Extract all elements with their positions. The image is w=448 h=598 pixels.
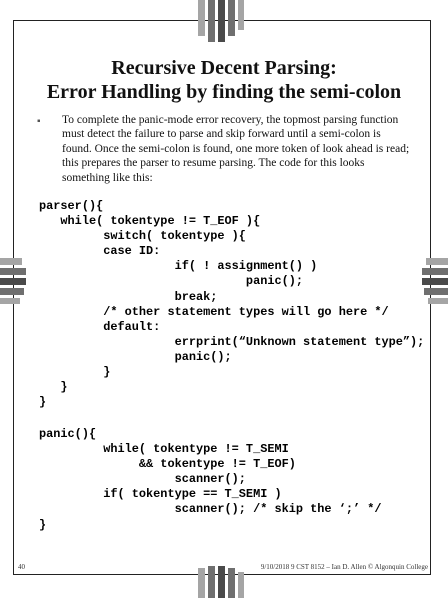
slide-title <box>18 56 430 104</box>
top-decoration-bar <box>228 0 235 36</box>
footer-credit: 9/10/2018 9 CST 8152 – Ian D. Allen © Algonquin College <box>260 563 428 571</box>
bullet-icon: ▪ <box>37 116 41 127</box>
right-decoration-bar <box>424 288 448 295</box>
slide-title-line-1: Recursive Decent Parsing: <box>111 57 337 79</box>
top-decoration-bar <box>208 0 215 42</box>
left-decoration-bar <box>0 268 26 275</box>
left-decoration-bar <box>0 258 22 265</box>
page-number: 40 <box>18 563 25 571</box>
top-decoration-bar <box>218 0 225 42</box>
left-decoration-bar <box>0 298 20 304</box>
parser-code-block: parser(){ while( tokentype != T_EOF ){ switch( tokentype ){ case ID: if( ! assignment() ) panic(); break; /* other statement types will go here */ default: errprint(“Unknown statement type”); panic(); } } } <box>39 199 425 410</box>
top-decoration-bar <box>238 0 244 30</box>
right-decoration-bar <box>422 268 448 275</box>
bottom-decoration-bar <box>208 566 215 598</box>
bottom-decoration-bar <box>238 572 244 598</box>
top-decoration-bar <box>198 0 205 36</box>
bottom-decoration-bar <box>228 568 235 598</box>
bottom-decoration-bar <box>218 566 225 598</box>
slide-title-line-2: Error Handling by finding the semi-colon <box>46 81 402 103</box>
bottom-decoration-bar <box>198 568 205 598</box>
bullet-paragraph: To complete the panic-mode error recovery, the topmost parsing function must detect the failure to parse and skip forward until a semi-colon is found. Once the semi-colon is found, one more token of look ahead is read; this prepares the parser to resume parsing. The code for this looks something like this: <box>62 114 410 184</box>
right-decoration-bar <box>422 278 448 285</box>
left-decoration-bar <box>0 278 26 285</box>
left-decoration-bar <box>0 288 24 295</box>
right-decoration-bar <box>428 298 448 304</box>
panic-code-block: panic(){ while( tokentype != T_SEMI && tokentype != T_EOF) scanner(); if( tokentype == T_SEMI ) scanner(); /* skip the ‘;’ */ } <box>39 427 382 532</box>
right-decoration-bar <box>426 258 448 265</box>
